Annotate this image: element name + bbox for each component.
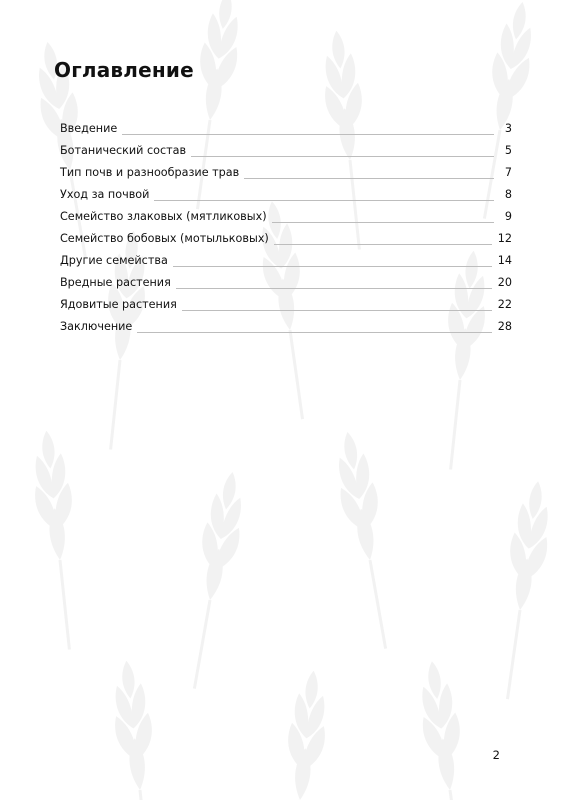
toc-entry[interactable] xyxy=(60,180,512,202)
toc-entry-page: 9 xyxy=(504,210,512,223)
toc-entry-label: Заключение xyxy=(60,320,133,333)
toc-entry[interactable] xyxy=(60,114,512,136)
toc-entry-page: 5 xyxy=(504,144,512,157)
toc-entry-label: Другие семейства xyxy=(60,254,168,267)
toc-entry-label: Ботанический состав xyxy=(60,144,187,157)
toc-entry-page: 22 xyxy=(497,298,512,311)
toc-leader-line xyxy=(176,288,492,289)
toc-entry[interactable] xyxy=(60,312,512,334)
toc-entry-label: Вредные растения xyxy=(60,276,171,289)
toc-entry[interactable] xyxy=(60,158,512,180)
toc-entry[interactable] xyxy=(60,246,512,268)
toc-entry-label: Ядовитые растения xyxy=(60,298,177,311)
toc-entry-page: 8 xyxy=(504,188,512,201)
toc-entry-page: 3 xyxy=(504,122,512,135)
page-title: Оглавление xyxy=(54,58,194,82)
toc-leader-line xyxy=(122,134,494,135)
toc-leader-line xyxy=(182,310,492,311)
toc-leader-line xyxy=(191,156,494,157)
toc-entry-label: Семейство бобовых (мотыльковых) xyxy=(60,232,269,245)
table-of-contents xyxy=(60,114,512,334)
toc-leader-line xyxy=(274,244,492,245)
toc-entry-page: 28 xyxy=(497,320,512,333)
toc-entry[interactable] xyxy=(60,290,512,312)
toc-entry-label: Уход за почвой xyxy=(60,188,150,201)
toc-entry-page: 20 xyxy=(497,276,512,289)
toc-leader-line xyxy=(173,266,492,267)
toc-leader-line xyxy=(272,222,494,223)
toc-leader-line xyxy=(154,200,494,201)
toc-entry[interactable] xyxy=(60,268,512,290)
toc-leader-line xyxy=(137,332,491,333)
toc-entry-label: Семейство злаковых (мятликовых) xyxy=(60,210,267,223)
toc-entry-page: 7 xyxy=(504,166,512,179)
toc-entry[interactable] xyxy=(60,136,512,158)
toc-entry-page: 14 xyxy=(497,254,512,267)
toc-entry-page: 12 xyxy=(497,232,512,245)
page-number: 2 xyxy=(492,748,500,762)
toc-entry[interactable] xyxy=(60,202,512,224)
toc-entry-label: Тип почв и разнообразие трав xyxy=(60,166,240,179)
toc-entry[interactable] xyxy=(60,224,512,246)
toc-leader-line xyxy=(244,178,494,179)
toc-entry-label: Введение xyxy=(60,122,118,135)
